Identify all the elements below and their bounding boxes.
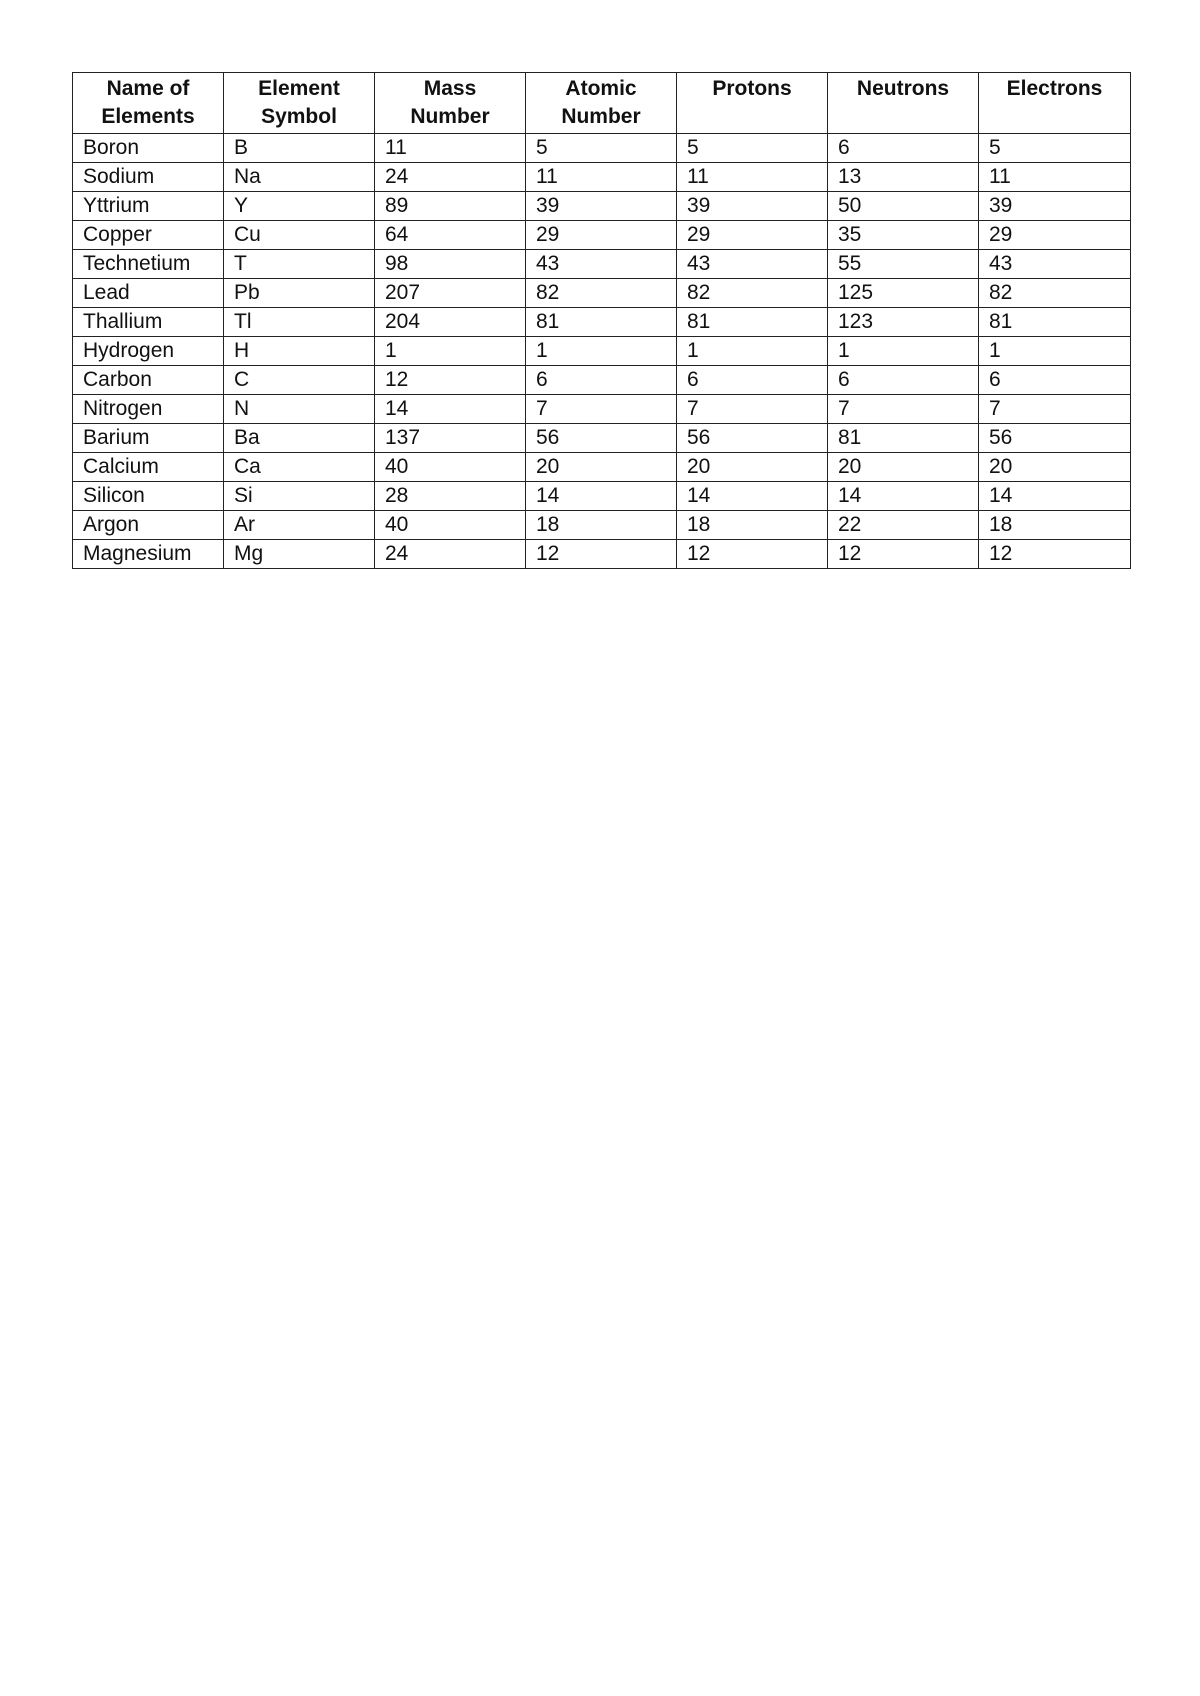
cell-atomic-number: 11 [526,163,677,192]
header-electrons: Electrons [979,73,1131,134]
cell-name: Technetium [73,250,224,279]
cell-atomic-number: 5 [526,134,677,163]
cell-neutrons: 55 [828,250,979,279]
cell-atomic-number: 29 [526,221,677,250]
cell-mass-number: 12 [375,366,526,395]
cell-protons: 56 [677,424,828,453]
cell-atomic-number: 56 [526,424,677,453]
cell-neutrons: 13 [828,163,979,192]
cell-atomic-number: 14 [526,482,677,511]
cell-electrons: 29 [979,221,1131,250]
cell-neutrons: 6 [828,134,979,163]
cell-neutrons: 6 [828,366,979,395]
cell-mass-number: 40 [375,511,526,540]
cell-electrons: 82 [979,279,1131,308]
cell-atomic-number: 43 [526,250,677,279]
table-row [73,395,1131,424]
cell-protons: 43 [677,250,828,279]
cell-electrons: 1 [979,337,1131,366]
table-body [73,134,1131,569]
cell-name: Nitrogen [73,395,224,424]
cell-protons: 39 [677,192,828,221]
cell-neutrons: 22 [828,511,979,540]
cell-mass-number: 207 [375,279,526,308]
header-element-symbol: Element Symbol [224,73,375,134]
cell-neutrons: 125 [828,279,979,308]
cell-atomic-number: 6 [526,366,677,395]
table-row [73,250,1131,279]
cell-symbol: Ar [224,511,375,540]
table-row [73,482,1131,511]
cell-name: Silicon [73,482,224,511]
table-row [73,308,1131,337]
cell-mass-number: 64 [375,221,526,250]
cell-electrons: 20 [979,453,1131,482]
cell-electrons: 6 [979,366,1131,395]
cell-name: Thallium [73,308,224,337]
cell-symbol: Si [224,482,375,511]
cell-protons: 14 [677,482,828,511]
cell-electrons: 43 [979,250,1131,279]
cell-atomic-number: 81 [526,308,677,337]
cell-protons: 11 [677,163,828,192]
cell-electrons: 12 [979,540,1131,569]
cell-symbol: N [224,395,375,424]
cell-name: Carbon [73,366,224,395]
cell-atomic-number: 18 [526,511,677,540]
cell-atomic-number: 12 [526,540,677,569]
cell-symbol: Y [224,192,375,221]
cell-symbol: Cu [224,221,375,250]
header-mass-number: Mass Number [375,73,526,134]
cell-electrons: 18 [979,511,1131,540]
cell-neutrons: 14 [828,482,979,511]
cell-mass-number: 28 [375,482,526,511]
cell-name: Yttrium [73,192,224,221]
cell-electrons: 39 [979,192,1131,221]
cell-protons: 7 [677,395,828,424]
cell-protons: 12 [677,540,828,569]
cell-mass-number: 24 [375,540,526,569]
table-row [73,511,1131,540]
cell-symbol: Ba [224,424,375,453]
cell-protons: 82 [677,279,828,308]
cell-mass-number: 11 [375,134,526,163]
header-protons: Protons [677,73,828,134]
cell-protons: 20 [677,453,828,482]
cell-atomic-number: 20 [526,453,677,482]
cell-atomic-number: 39 [526,192,677,221]
cell-name: Hydrogen [73,337,224,366]
cell-symbol: Tl [224,308,375,337]
cell-protons: 29 [677,221,828,250]
cell-symbol: H [224,337,375,366]
cell-neutrons: 7 [828,395,979,424]
table-row [73,540,1131,569]
cell-neutrons: 35 [828,221,979,250]
cell-name: Lead [73,279,224,308]
header-neutrons: Neutrons [828,73,979,134]
cell-symbol: Na [224,163,375,192]
cell-neutrons: 123 [828,308,979,337]
cell-electrons: 56 [979,424,1131,453]
cell-electrons: 11 [979,163,1131,192]
table-header [73,73,1131,134]
cell-protons: 6 [677,366,828,395]
cell-mass-number: 14 [375,395,526,424]
cell-neutrons: 50 [828,192,979,221]
cell-name: Argon [73,511,224,540]
cell-atomic-number: 1 [526,337,677,366]
cell-electrons: 7 [979,395,1131,424]
cell-name: Calcium [73,453,224,482]
table-row [73,453,1131,482]
cell-symbol: Mg [224,540,375,569]
table-row [73,279,1131,308]
cell-name: Sodium [73,163,224,192]
cell-protons: 81 [677,308,828,337]
cell-name: Magnesium [73,540,224,569]
cell-atomic-number: 82 [526,279,677,308]
cell-symbol: C [224,366,375,395]
header-name-of-elements: Name of Elements [73,73,224,134]
elements-table [72,72,1131,569]
cell-neutrons: 20 [828,453,979,482]
cell-neutrons: 1 [828,337,979,366]
cell-mass-number: 137 [375,424,526,453]
table-row [73,192,1131,221]
header-row [73,73,1131,134]
cell-mass-number: 89 [375,192,526,221]
cell-atomic-number: 7 [526,395,677,424]
table-row [73,366,1131,395]
cell-electrons: 5 [979,134,1131,163]
cell-electrons: 81 [979,308,1131,337]
cell-name: Barium [73,424,224,453]
table-row [73,337,1131,366]
cell-name: Copper [73,221,224,250]
cell-neutrons: 12 [828,540,979,569]
table-row [73,163,1131,192]
cell-symbol: Ca [224,453,375,482]
cell-protons: 1 [677,337,828,366]
cell-protons: 5 [677,134,828,163]
cell-symbol: T [224,250,375,279]
cell-symbol: Pb [224,279,375,308]
cell-mass-number: 24 [375,163,526,192]
cell-electrons: 14 [979,482,1131,511]
table-row [73,134,1131,163]
cell-name: Boron [73,134,224,163]
cell-neutrons: 81 [828,424,979,453]
cell-protons: 18 [677,511,828,540]
table-row [73,221,1131,250]
table-row [73,424,1131,453]
cell-symbol: B [224,134,375,163]
cell-mass-number: 98 [375,250,526,279]
cell-mass-number: 204 [375,308,526,337]
cell-mass-number: 1 [375,337,526,366]
cell-mass-number: 40 [375,453,526,482]
header-atomic-number: Atomic Number [526,73,677,134]
